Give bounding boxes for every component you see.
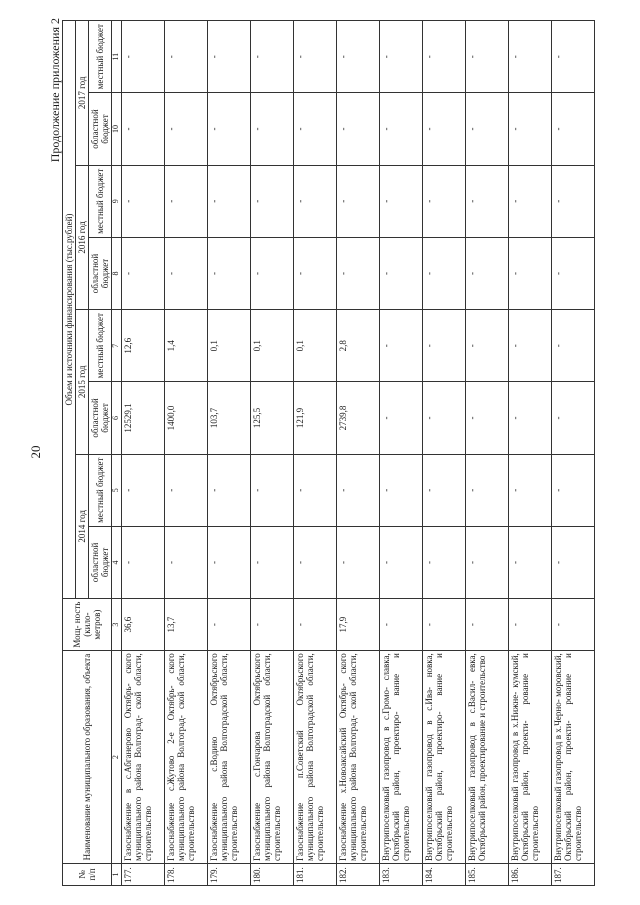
funding-value: -	[509, 526, 552, 598]
funding-value: -	[165, 526, 208, 598]
column-number: 7	[112, 310, 122, 382]
header-capacity: Мощ- ность (кило- метров)	[63, 599, 112, 651]
funding-value: -	[122, 21, 165, 93]
funding-value: -	[337, 93, 380, 165]
funding-value: -	[208, 165, 251, 237]
funding-value: -	[251, 454, 294, 526]
funding-value: -	[122, 237, 165, 309]
funding-value: -	[294, 93, 337, 165]
funding-value: -	[165, 93, 208, 165]
funding-value: -	[294, 165, 337, 237]
funding-value: -	[294, 237, 337, 309]
funding-value: -	[509, 237, 552, 309]
funding-value: -	[466, 237, 509, 309]
header-local-budget: местный бюджет	[89, 165, 112, 237]
funding-value: -	[380, 93, 423, 165]
funding-value: -	[165, 237, 208, 309]
header-regional-budget: областной бюджет	[89, 93, 112, 165]
table-row	[337, 21, 380, 886]
funding-value: -	[208, 21, 251, 93]
row-number: 180.	[251, 863, 294, 885]
capacity-cell: 17,9	[337, 599, 380, 651]
funding-value: -	[122, 454, 165, 526]
capacity-cell: -	[251, 599, 294, 651]
capacity-cell: 13,7	[165, 599, 208, 651]
funding-value: -	[466, 526, 509, 598]
row-number: 179.	[208, 863, 251, 885]
funding-value: -	[251, 93, 294, 165]
funding-value: -	[552, 310, 595, 382]
funding-value: -	[466, 93, 509, 165]
funding-table	[62, 20, 595, 886]
table-row	[122, 21, 165, 886]
funding-value: -	[466, 165, 509, 237]
funding-value: -	[251, 526, 294, 598]
table-row	[552, 21, 595, 886]
column-number: 10	[112, 93, 122, 165]
funding-value: -	[552, 382, 595, 454]
column-number: 3	[112, 599, 122, 651]
funding-value: -	[552, 454, 595, 526]
funding-value: -	[552, 93, 595, 165]
funding-value: -	[380, 526, 423, 598]
funding-value: -	[466, 454, 509, 526]
funding-value: -	[509, 93, 552, 165]
funding-value: -	[208, 454, 251, 526]
row-number: 185.	[466, 863, 509, 885]
funding-value: -	[552, 165, 595, 237]
header-regional-budget: областной бюджет	[89, 382, 112, 454]
table-row	[165, 21, 208, 886]
header-name: Наименование муниципального образования, объекта	[63, 651, 112, 864]
funding-value: -	[165, 454, 208, 526]
capacity-cell: -	[552, 599, 595, 651]
header-local-budget: местный бюджет	[89, 21, 112, 93]
object-name: Внутрипоселковый газопровод в х.Черно- моровский, Октябрьский район, проекти- рование и строительство	[552, 651, 595, 864]
header-funding: Объем и источники финансирования (тыс.рублей)	[63, 21, 76, 599]
funding-value: -	[423, 165, 466, 237]
table-row	[251, 21, 294, 886]
page-number: 20	[28, 445, 43, 459]
table-header	[63, 21, 122, 886]
column-number: 5	[112, 454, 122, 526]
funding-value: -	[251, 165, 294, 237]
object-name: Внутрипоселковый газопровод в х.Нижне- кумский, Октябрьский район, проекти- рование и строительство	[509, 651, 552, 864]
funding-value: -	[423, 237, 466, 309]
funding-value: -	[509, 21, 552, 93]
row-number: 178.	[165, 863, 208, 885]
funding-value: -	[466, 310, 509, 382]
funding-value: 1,4	[165, 310, 208, 382]
column-number: 6	[112, 382, 122, 454]
funding-value: -	[294, 21, 337, 93]
funding-value: 125,5	[251, 382, 294, 454]
header-regional-budget: областной бюджет	[89, 526, 112, 598]
capacity-cell: -	[466, 599, 509, 651]
funding-value: -	[466, 21, 509, 93]
object-name: Газоснабжение в с.Абганерово Октябрь- ского муниципального района Волгоград- ской области, строительство	[122, 651, 165, 864]
header-no: № п/п	[63, 863, 112, 885]
funding-value: -	[509, 382, 552, 454]
object-name: Газоснабжение п.Советский Октябрьского муниципального района Волгоградской области, строительство	[294, 651, 337, 864]
capacity-cell: -	[509, 599, 552, 651]
capacity-cell: 36,6	[122, 599, 165, 651]
funding-value: -	[552, 237, 595, 309]
funding-value: -	[337, 237, 380, 309]
funding-value: -	[294, 526, 337, 598]
funding-value: -	[337, 526, 380, 598]
funding-value: 103,7	[208, 382, 251, 454]
row-number: 184.	[423, 863, 466, 885]
column-number: 11	[112, 21, 122, 93]
funding-value: -	[122, 93, 165, 165]
funding-value: 121,9	[294, 382, 337, 454]
table-row	[466, 21, 509, 886]
row-number: 183.	[380, 863, 423, 885]
funding-value: -	[122, 526, 165, 598]
object-name: Газоснабжение с.Жутово 2-е Октябрь- ского муниципального района Волгоград- ской области, строительство	[165, 651, 208, 864]
header-local-budget: местный бюджет	[89, 310, 112, 382]
funding-value: -	[423, 382, 466, 454]
funding-value: -	[208, 93, 251, 165]
column-number: 2	[112, 651, 122, 864]
object-name: Внутрипоселковый газопровод в с.Ива- новка, Октябрьский район, проектиро- вание и строительство	[423, 651, 466, 864]
funding-value: 1400,0	[165, 382, 208, 454]
header-year: 2015 год	[76, 310, 89, 454]
funding-value: -	[294, 454, 337, 526]
funding-value: -	[251, 237, 294, 309]
funding-value: -	[337, 21, 380, 93]
header-local-budget: местный бюджет	[89, 454, 112, 526]
column-number: 9	[112, 165, 122, 237]
table-body	[122, 21, 595, 886]
column-number: 8	[112, 237, 122, 309]
funding-value: -	[509, 454, 552, 526]
table-row	[380, 21, 423, 886]
funding-value: -	[337, 165, 380, 237]
object-name: Газоснабжение с.Водино Октябрьского муниципального района Волгоградской области, строительство	[208, 651, 251, 864]
funding-value: -	[251, 21, 294, 93]
capacity-cell: -	[208, 599, 251, 651]
funding-value: -	[380, 165, 423, 237]
capacity-cell: -	[380, 599, 423, 651]
rotated-content	[10, 12, 630, 892]
header-year: 2016 год	[76, 165, 89, 309]
continuation-note: Продолжение приложения 2	[48, 18, 62, 163]
object-name: Внутрипоселковый газопровод в с.Громо- славка, Октябрьский район, проектиро- вание и строительство	[380, 651, 423, 864]
funding-value: -	[380, 310, 423, 382]
funding-value: -	[552, 21, 595, 93]
funding-value: -	[380, 237, 423, 309]
table-row	[423, 21, 466, 886]
funding-value: -	[552, 526, 595, 598]
row-number: 186.	[509, 863, 552, 885]
funding-value: -	[423, 526, 466, 598]
funding-value: -	[208, 237, 251, 309]
table-row	[208, 21, 251, 886]
funding-value: -	[380, 21, 423, 93]
funding-value: -	[466, 382, 509, 454]
table-row	[294, 21, 337, 886]
funding-value: -	[165, 165, 208, 237]
funding-value: 0,1	[208, 310, 251, 382]
object-name: Газоснабжение х.Новоаксайский Октябрь- ского муниципального района Волгоград- ской области, строительство	[337, 651, 380, 864]
column-number: 4	[112, 526, 122, 598]
funding-value: -	[423, 93, 466, 165]
funding-value: 12529,1	[122, 382, 165, 454]
funding-value: -	[380, 454, 423, 526]
capacity-cell: -	[294, 599, 337, 651]
row-number: 182.	[337, 863, 380, 885]
funding-value: 12,6	[122, 310, 165, 382]
row-number: 187.	[552, 863, 595, 885]
header-year: 2017 год	[76, 21, 89, 166]
column-numbers-row	[112, 21, 122, 886]
row-number: 181.	[294, 863, 337, 885]
funding-value: -	[423, 454, 466, 526]
row-number: 177.	[122, 863, 165, 885]
capacity-cell: -	[423, 599, 466, 651]
funding-value: 0,1	[294, 310, 337, 382]
object-name: Внутрипоселковый газопровод в с.Васил- евка, Октябрьский район, проектирование и строительство	[466, 651, 509, 864]
funding-value: -	[122, 165, 165, 237]
funding-value: 2,8	[337, 310, 380, 382]
funding-value: -	[208, 526, 251, 598]
funding-value: -	[423, 21, 466, 93]
header-year: 2014 год	[76, 454, 89, 598]
funding-value: 0,1	[251, 310, 294, 382]
funding-value: -	[165, 21, 208, 93]
column-number: 1	[112, 863, 122, 885]
funding-value: -	[509, 310, 552, 382]
funding-value: -	[337, 454, 380, 526]
funding-value: -	[423, 310, 466, 382]
funding-value: 2739,8	[337, 382, 380, 454]
funding-value: -	[380, 382, 423, 454]
header-regional-budget: областной бюджет	[89, 237, 112, 309]
funding-value: -	[509, 165, 552, 237]
table-row	[509, 21, 552, 886]
object-name: Газоснабжение с.Гончарова Октябрьского муниципального района Волгоградской области, строительство	[251, 651, 294, 864]
